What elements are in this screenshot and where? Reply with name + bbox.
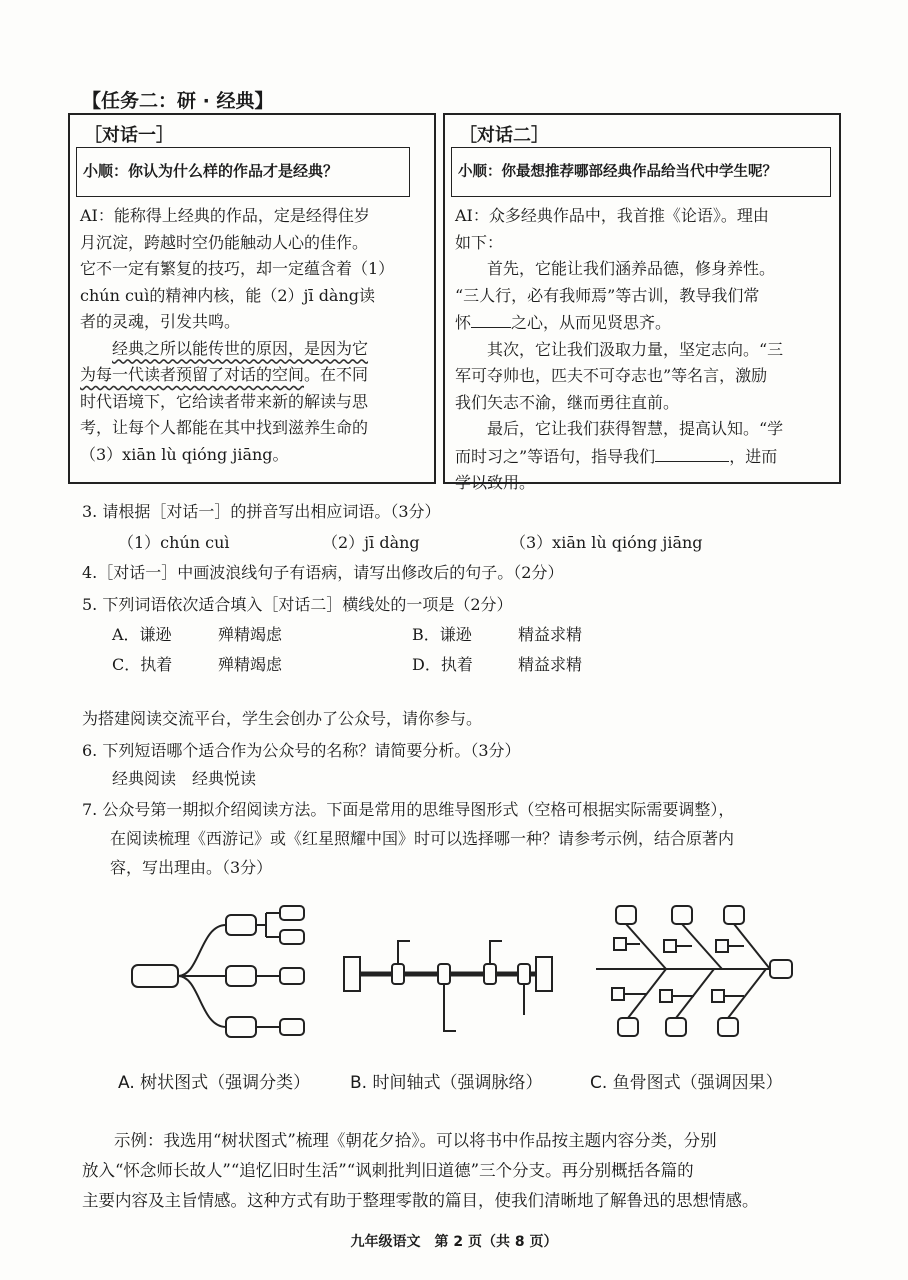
- question-3: 3. 请根据［对话一］的拼音写出相应词语。（3分）: [82, 502, 441, 521]
- q7-line: 容，写出理由。（3分）: [110, 858, 273, 877]
- answer-text: 怀: [455, 313, 472, 332]
- caption-timeline: B. 时间轴式（强调脉络）: [350, 1073, 543, 1093]
- question-7: [82, 795, 882, 882]
- timeline-diagram: [340, 935, 555, 1045]
- example-line: 示例：我选用“树状图式”梳理《朝花夕拾》。可以将书中作品按主题内容分类，分别: [114, 1131, 717, 1150]
- answer-line: AI：能称得上经典的作品，定是经得住岁: [80, 206, 370, 225]
- answer-line: 它不一定有繁复的技巧，却一定蕴含着（1）: [80, 259, 395, 278]
- fill-blank-2: [655, 443, 729, 462]
- caption-tree: A. 树状图式（强调分类）: [118, 1073, 311, 1093]
- q3-option-3: （3）xiān lù qióng jiāng: [510, 533, 703, 552]
- dialog-one-box: [68, 113, 436, 484]
- dialog-two-box: [443, 113, 841, 492]
- answer-text: 而时习之”等语句，指导我们: [455, 446, 656, 466]
- example-paragraph: [82, 1126, 892, 1216]
- answer-line: 时代语境下，它给读者带来新的解读与思: [80, 391, 369, 411]
- answer-line: 最后，它让我们获得智慧，提高认知。“学: [487, 419, 784, 438]
- answer-line: chún cuì的精神内核，能（2）jī dàng读: [80, 285, 376, 305]
- dialog-one-answer: [80, 203, 432, 468]
- answer-text: 之心，从而见贤思齐。: [511, 313, 672, 332]
- dialog-one-title: ［对话一］: [84, 125, 174, 146]
- example-line: 主要内容及主旨情感。这种方式有助于整理零散的篇目，使我们清晰地了解鲁迅的思想情感。: [82, 1191, 759, 1210]
- answer-line: 首先，它能让我们涵养品德，修身养性。: [487, 259, 776, 278]
- q3-option-1: （1）chún cuì: [118, 533, 230, 552]
- q5-option-a-word: 殚精竭虑: [218, 625, 283, 644]
- answer-line: 其次，它让我们汲取力量，坚定志向。“三: [487, 339, 784, 359]
- section-intro: 为搭建阅读交流平台，学生会创办了公众号，请你参与。: [82, 709, 483, 728]
- answer-line: （3）xiān lù qióng jiāng。: [80, 444, 289, 464]
- dialog-one-question: 小顺：你认为什么样的作品才是经典？: [76, 147, 410, 197]
- dialog-two-title: ［对话二］: [459, 125, 549, 146]
- q5-option-a-letter: A．谦逊: [112, 625, 172, 644]
- q7-line: 7. 公众号第一期拟介绍阅读方法。下面是常用的思维导图形式（空格可根据实际需要调整），: [82, 800, 735, 819]
- answer-text: 。在不同: [304, 365, 369, 384]
- answer-line: AI：众多经典作品中，我首推《论语》。理由: [455, 206, 769, 225]
- fill-blank-1: [471, 309, 511, 328]
- caption-fishbone: C. 鱼骨图式（强调因果）: [590, 1073, 783, 1093]
- page-footer: 九年级语文 第 2 页（共 8 页）: [350, 1234, 558, 1250]
- example-line: 放入“怀念师长故人”“追忆旧时生活”“讽刺批判旧道德”三个分支。再分别概括各篇的: [82, 1161, 694, 1180]
- answer-text: ，进而: [729, 446, 778, 466]
- q5-option-d-word: 精益求精: [518, 655, 583, 674]
- answer-line: 者的灵魂，引发共鸣。: [80, 312, 241, 331]
- fishbone-diagram: [594, 900, 804, 1045]
- question-5: 5. 下列词语依次适合填入［对话二］横线处的一项是（2分）: [82, 595, 513, 614]
- question-4: 4.［对话一］中画波浪线句子有语病，请写出修改后的句子。（2分）: [82, 563, 564, 582]
- task-title: 【任务二：研 · 经典】: [82, 90, 274, 112]
- answer-line: 我们矢志不渝，继而勇往直前。: [455, 392, 680, 412]
- answer-line: 学以致用。: [455, 473, 536, 492]
- question-6: 6. 下列短语哪个适合作为公众号的名称？请简要分析。（3分）: [82, 741, 521, 760]
- q5-option-c-word: 殚精竭虑: [218, 655, 283, 674]
- q5-option-b-letter: B．谦逊: [412, 625, 472, 644]
- answer-line: 如下：: [455, 232, 504, 252]
- dialog-two-question: 小顺：你最想推荐哪部经典作品给当代中学生呢？: [451, 147, 831, 197]
- dialog-two-answer: [455, 203, 839, 497]
- wavy-sentence-part1: 经典之所以能传世的原因，是因为它: [112, 338, 369, 358]
- wavy-sentence-line: [80, 362, 432, 389]
- q7-line: 在阅读梳理《西游记》或《红星照耀中国》时可以选择哪一种？请参考示例，结合原著内: [110, 829, 735, 848]
- answer-line: [455, 309, 839, 337]
- wavy-sentence-part2: 为每一代读者预留了对话的空间: [80, 365, 305, 384]
- q5-option-d-letter: D．执着: [412, 655, 473, 674]
- answer-line: 军可夺帅也，匹夫不可夺志也”等名言，激励: [455, 366, 768, 385]
- q5-option-b-word: 精益求精: [518, 625, 583, 644]
- answer-line: [455, 443, 839, 471]
- wavy-sentence-line: [80, 336, 432, 363]
- q6-options: 经典阅读 经典悦读: [112, 769, 257, 788]
- q5-option-c-letter: C．执着: [112, 655, 173, 674]
- answer-line: 月沉淀，跨越时空仍能触动人心的佳作。: [80, 232, 369, 252]
- answer-line: 考，让每个人都能在其中找到滋养生命的: [80, 418, 369, 437]
- tree-diagram: [130, 905, 310, 1055]
- q3-option-2: （2）jī dàng: [322, 533, 420, 552]
- answer-line: “三人行，必有我师焉”等古训，教导我们常: [455, 285, 760, 305]
